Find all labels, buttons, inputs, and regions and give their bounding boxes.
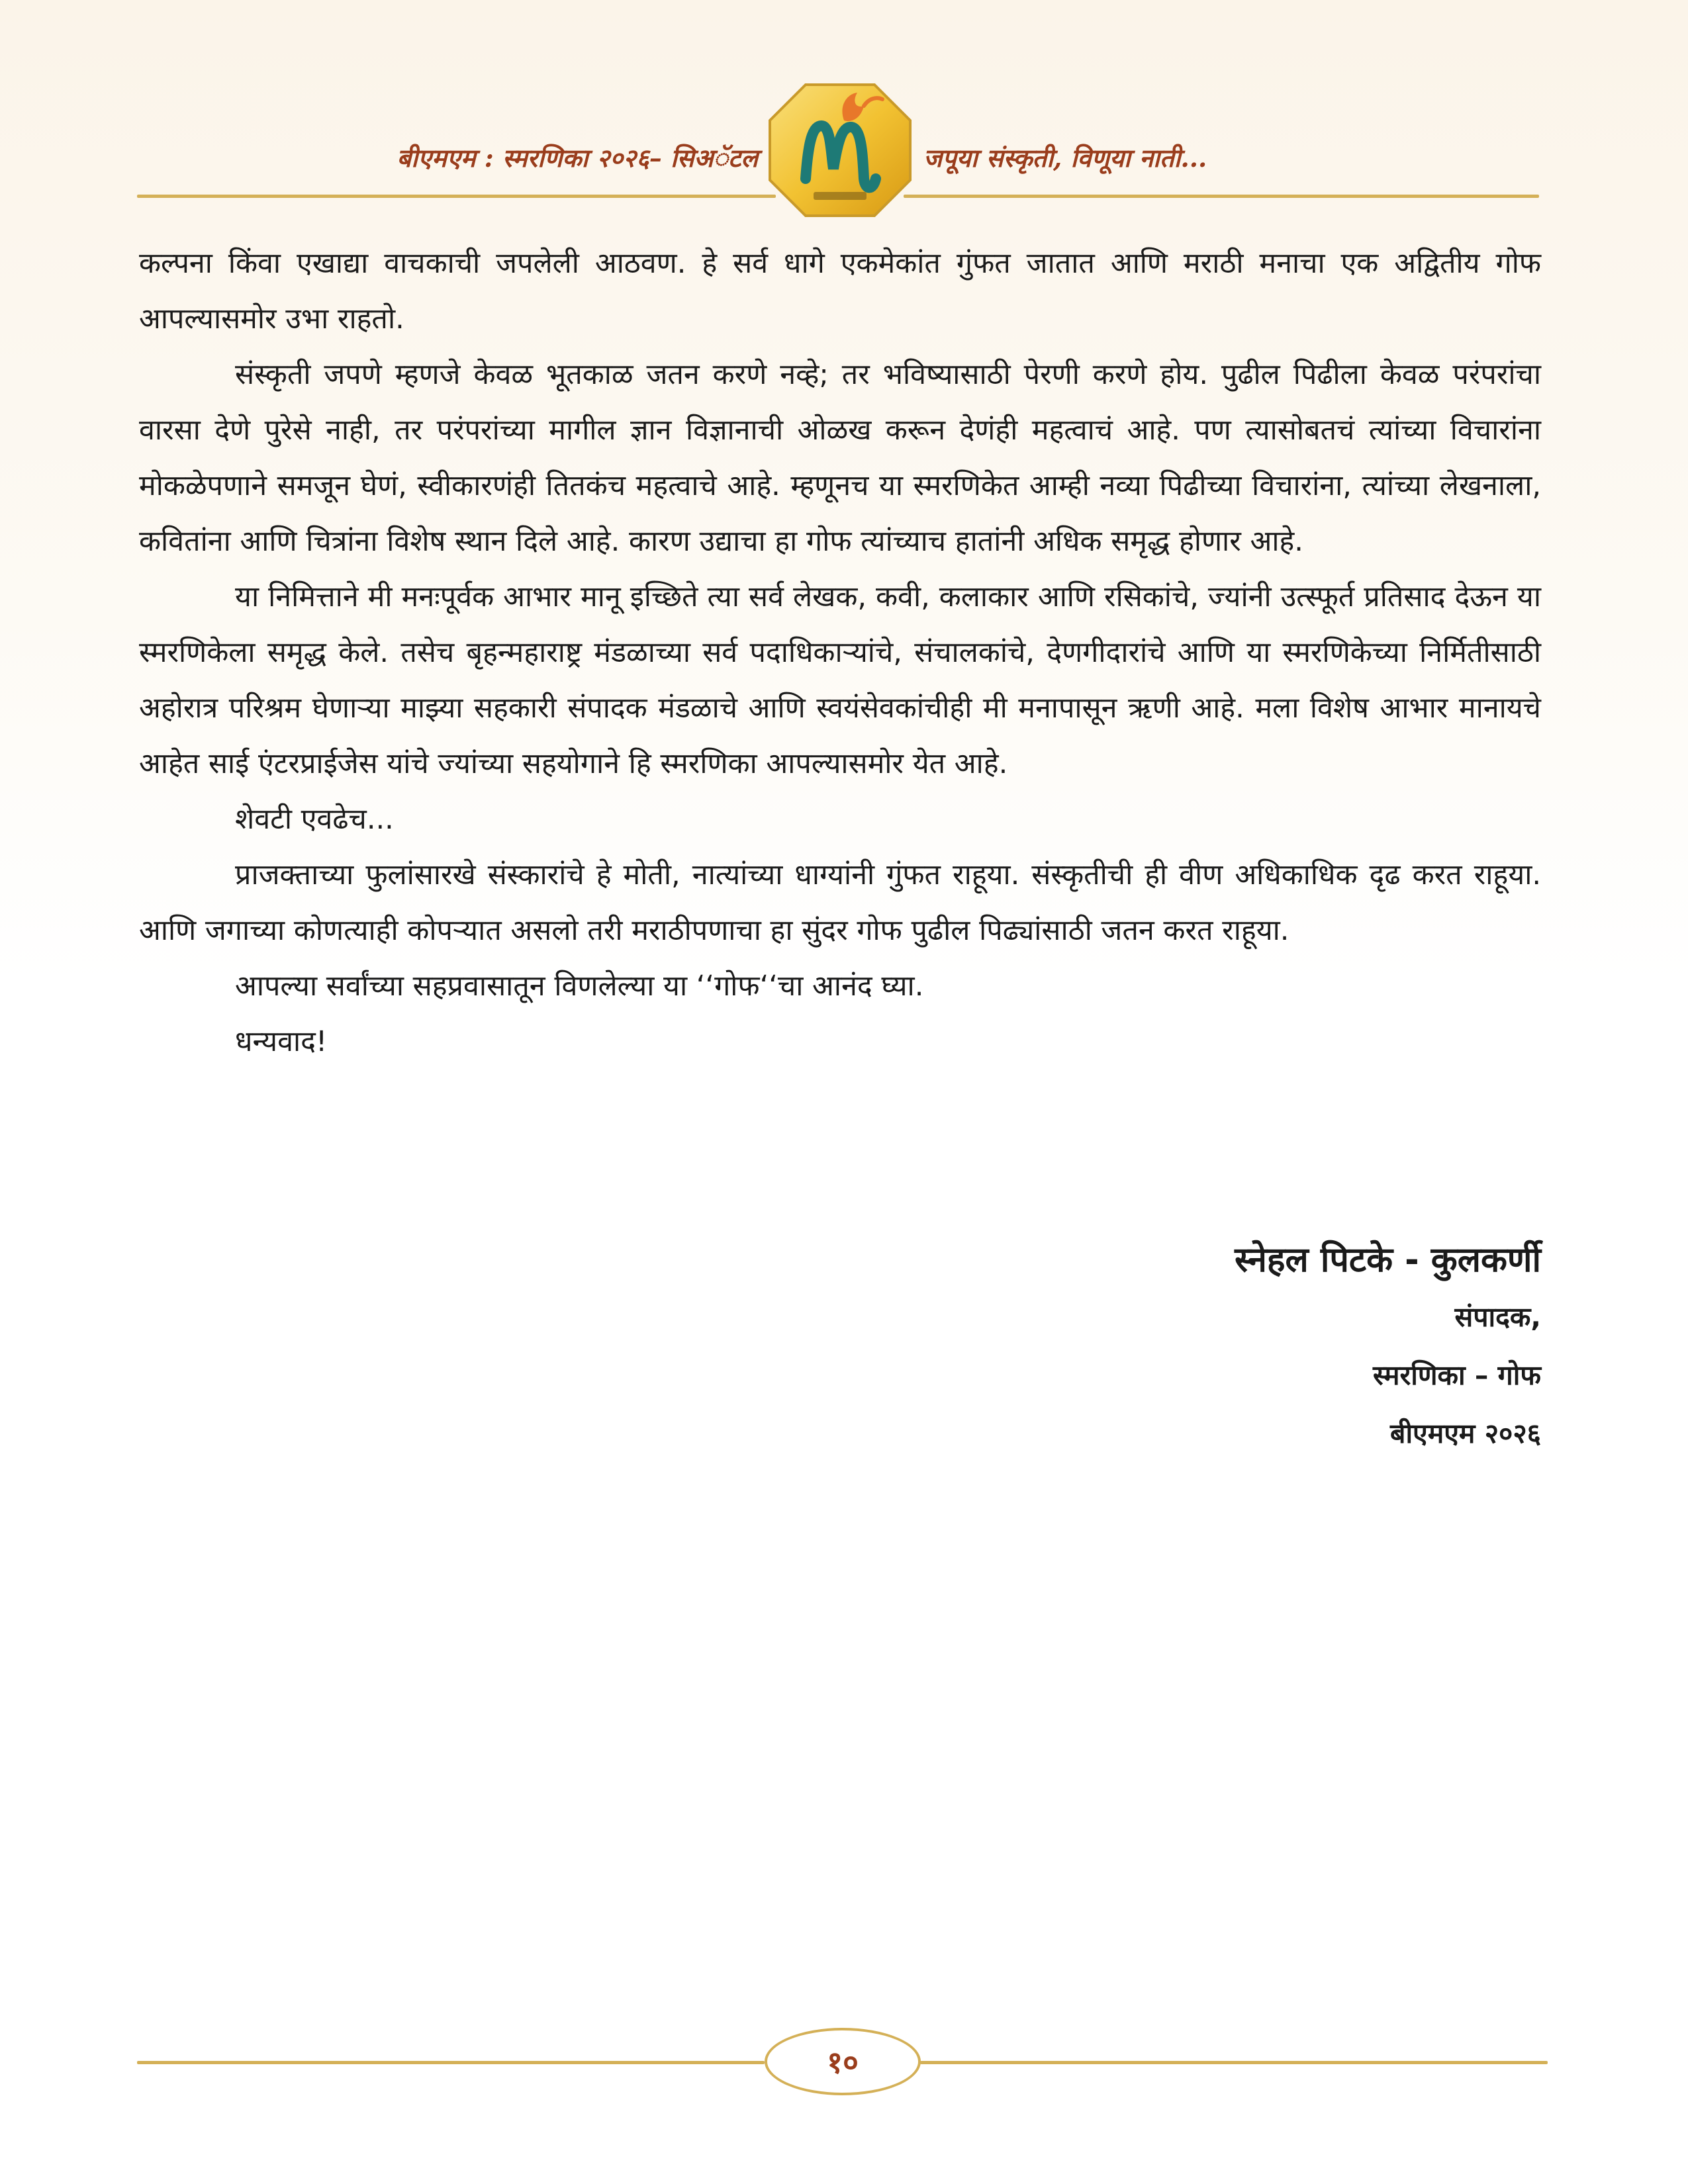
- paragraph: कल्पना किंवा एखाद्या वाचकाची जपलेली आठवण. हे सर्व धागे एकमेकांत गुंफत जातात आणि मराठी मनाचा एक अद्वितीय गोफ आपल्यासमोर उभा राहतो.: [139, 247, 1541, 336]
- header-tagline-right: जपूया संस्कृती, विणूया नाती...: [923, 143, 1207, 173]
- editor-role: संपादक,: [1454, 1301, 1541, 1333]
- editor-name: स्नेहल पिटके - कुलकर्णी: [1235, 1240, 1541, 1280]
- letter-body: [139, 236, 1541, 1069]
- paragraph: प्राजक्ताच्या फुलांसारखे संस्कारांचे हे मोती, नात्यांच्या धाग्यांनी गुंफत राहूया. संस्कृतीची ही वीण अधिकाधिक दृढ करत राहूया. आणि जगाच्या कोणत्याही कोपऱ्यात असलो तरी मराठीपणाचा हा सुंदर गोफ पुढील पिढ्यांसाठी जतन करत राहूया.: [139, 858, 1541, 947]
- bmm-emblem-graphic: [765, 79, 915, 221]
- signature-block: [1235, 1232, 1541, 1463]
- page-number: १०: [765, 2028, 921, 2095]
- paragraph: संस्कृती जपणे म्हणजे केवळ भूतकाळ जतन करणे नव्हे; तर भविष्यासाठी पेरणी करणे होय. पुढील पिढीला केवळ परंपरांचा वारसा देणे पुरेसे नाही, तर परंपरांच्या मागील ज्ञान विज्ञानाची ओळख करून देणंही महत्वाचं आहे. पण त्यासोबतचं त्यांच्या विचारांना मोकळेपणाने समजून घेणं, स्वीकारणंही तितकंच महत्वाचे आहे. म्हणूनच या स्मरणिकेत आम्ही नव्या पिढीच्या विचारांना, त्यांच्या लेखनाला, कवितांना आणि चित्रांना विशेष स्थान दिले आहे. कारण उद्याचा हा गोफ त्यांच्याच हातांनी अधिक समृद्ध होणार आहे.: [139, 358, 1541, 558]
- header-title-left: बीएमएम : स्मरणिका २०२६– सिअॅटल: [397, 143, 758, 173]
- organization-name: बीएमएम २०२६: [1390, 1418, 1541, 1449]
- paragraph: आपल्या सर्वांच्या सहप्रवासातून विणलेल्या या ‘‘गोफ‘‘चा आनंद घ्या.: [235, 970, 924, 1003]
- header-divider-right: [904, 195, 1539, 198]
- paragraph: धन्यवाद!: [235, 1025, 328, 1058]
- paragraph: या निमित्ताने मी मनःपूर्वक आभार मानू इच्छिते त्या सर्व लेखक, कवी, कलाकार आणि रसिकांचे, ज्यांनी उत्स्फूर्त प्रतिसाद देऊन या स्मरणिकेला समृद्ध केले. तसेच बृहन्महाराष्ट्र मंडळाच्या सर्व पदाधिकाऱ्यांचे, संचालकांचे, देणगीदारांचे आणि या स्मरणिकेच्या निर्मितीसाठी अहोरात्र परिश्रम घेणाऱ्या माझ्या सहकारी संपादक मंडळाचे आणि स्वयंसेवकांचीही मी मनापासून ऋणी आहे. मला विशेष आभार मानायचे आहेत साई एंटरप्राईजेस यांचे ज्यांच्या सहयोगाने हि स्मरणिका आपल्यासमोर येत आहे.: [139, 580, 1541, 780]
- publication-name: स्मरणिका – गोफ: [1373, 1359, 1541, 1391]
- paragraph: शेवटी एवढेच...: [235, 803, 394, 836]
- footer-divider-right: [920, 2061, 1548, 2064]
- header-divider-left: [137, 195, 776, 198]
- footer-divider-left: [137, 2061, 765, 2064]
- bmm-emblem-icon: [765, 79, 915, 221]
